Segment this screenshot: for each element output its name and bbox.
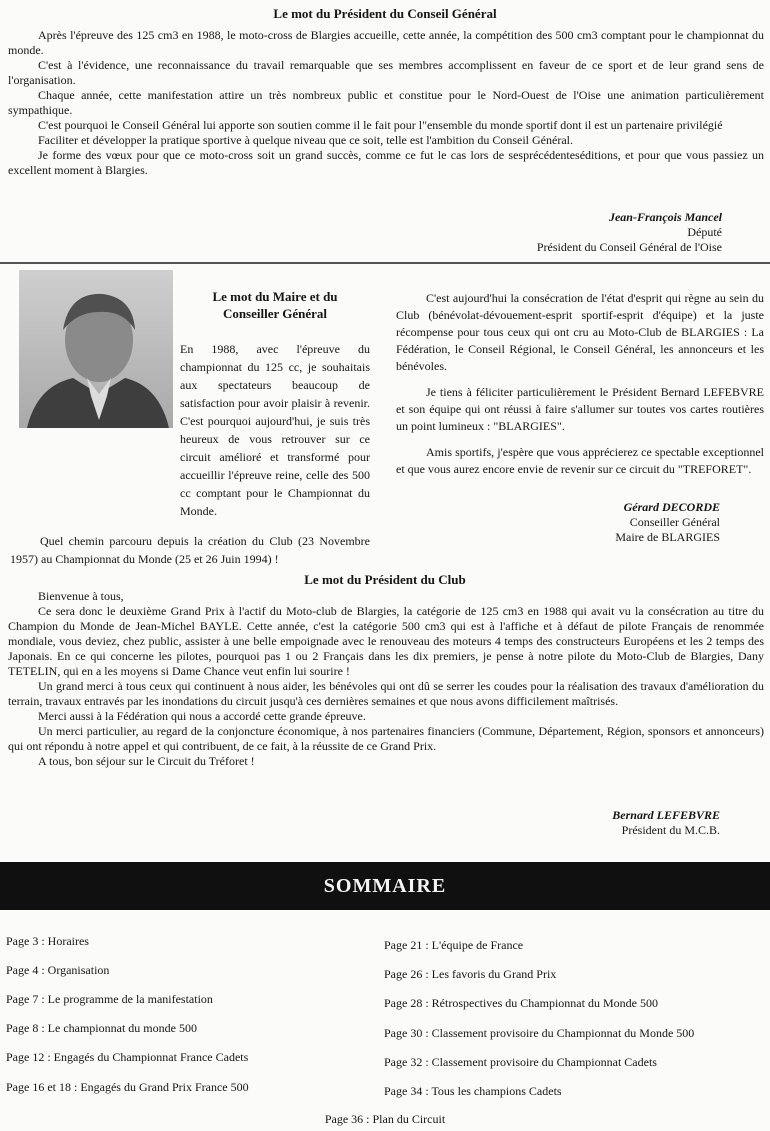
maire-signature-block [480,500,720,545]
toc-entry: Page 8 : Le championnat du monde 500 [6,1021,197,1035]
maire-signature: Gérard DECORDE [623,500,720,514]
conseil-role: Député [687,225,722,239]
club-paragraph: Un grand merci à tous ceux qui continuent à nous aider, les bénévoles qui ont dû se serrer les coudes pour la réalisation des travaux d'amélioration du terrain, travaux entravés par les inondations du circuit jusqu'à ces dernières semaines et que nous avons difficilement maîtrisés. [8,679,764,708]
toc-entry: Page 12 : Engagés du Championnat France Cadets [6,1050,249,1064]
conseil-paragraph: Après l'épreuve des 125 cm3 en 1988, le moto-cross de Blargies accueille, cette année, la compétition des 500 cm3 comptant pour le championnat du monde. [8,28,764,57]
club-paragraph: Bienvenue à tous, [38,589,124,603]
conseil-body [8,28,764,178]
club-title: Le mot du Président du Club [304,572,466,587]
maire-title-line: Conseiller Général [222,306,328,321]
club-role: Président du M.C.B. [621,823,720,837]
sommaire-title: SOMMAIRE [323,874,447,897]
toc-entry: Page 32 : Classement provisoire du Championnat Cadets [384,1055,657,1069]
club-paragraph: Un merci particulier, au regard de la conjoncture économique, à nos partenaires financiers (Commune, Département, Région, sponsors et annonceurs) qui ont répondu à notre appel et qui contribuent, de ce fait, à la réussite de ce Grand Prix. [8,724,764,753]
club-body [8,589,764,769]
toc-entry: Page 26 : Les favoris du Grand Prix [384,967,557,981]
toc-entry: Page 3 : Horaires [6,934,89,948]
toc-entry: Page 16 et 18 : Engagés du Grand Prix France 500 [6,1080,249,1094]
maire-role: Conseiller Général [629,515,720,529]
sommaire-banner [0,862,770,910]
club-paragraph: Ce sera donc le deuxième Grand Prix à l'actif du Moto-club de Blargies, la catégorie de 125 cm3 en 1988 qui avait vu la consécration au titre du Champion du Monde de Jean-Michel BAYLE. Cette année, c'est la catégorie 500 cm3 qui est à l'affiche et à défaut de pilote Français de renommée mondiale, vous deviez, chez public, assister à une belle empoignade avec le renouveau des moteurs 4 temps des constructeurs Européens et les 2 temps des Japonais. En ce qui concerne les pilotes, pourquoi pas 1 ou 2 Français dans les dix premiers, je pense à notre pilote du Moto-Club de Blargies, Dany TETELIN, qui en a les moyens si Dame Chance veut enfin lui sourire ! [8,604,764,678]
conseil-paragraph: C'est pourquoi le Conseil Général lui apporte son soutien comme il le fait pour l"ensemble du monde sportif dont il est un partenaire privilégié [38,118,723,132]
club-paragraph: Merci aussi à la Fédération qui nous a accordé cette grande épreuve. [38,709,366,723]
toc-entry: Page 28 : Rétrospectives du Championnat du Monde 500 [384,996,658,1010]
maire-left-column [10,340,370,568]
conseil-signature-block [420,210,722,255]
toc-entry: Page 7 : Le programme de la manifestation [6,992,213,1006]
club-signature-block [500,808,720,838]
toc-entry: Page 21 : L'équipe de France [384,938,524,952]
maire-title-line: Le mot du Maire et du [212,289,338,304]
maire-paragraph: C'est aujourd'hui la consécration de l'état d'esprit qui règne au sein du Club (bénévolat-dévouement-esprit sportif-esprit d'équipe) et la juste récompense pour tous ceux qui ont cru au Moto-Club de BLARGIES : La Fédération, le Conseil Régional, le Conseil Général, les annonceurs et les bénévoles. [396,291,764,373]
section-divider [0,262,770,264]
toc-entry: Page 4 : Organisation [6,963,110,977]
maire-title [180,288,370,322]
conseil-signature: Jean-François Mancel [608,210,722,224]
club-paragraph: A tous, bon séjour sur le Circuit du Tréforet ! [38,754,255,768]
maire-paragraph: Quel chemin parcouru depuis la création du Club (23 Novembre 1957) au Championnat du Monde (25 et 26 Juin 1994) ! [10,534,370,566]
toc-entry: Page 30 : Classement provisoire du Championnat du Monde 500 [384,1026,695,1040]
maire-role: Maire de BLARGIES [615,530,720,544]
maire-paragraph: En 1988, avec l'épreuve du championnat du 125 cc, je souhaitais aux spectateurs beaucoup de satisfaction pour avoir plaisir à revenir. C'est pourquoi aujourd'hui, je suis très heureux de vous retrouver sur ce circuit amélioré et transformé pour accueillir l'épreuve reine, celle des 500 cc comptant pour le Championnat du Monde. [180,342,370,518]
toc-entry: Page 34 : Tous les champions Cadets [384,1084,562,1098]
maire-right-column [396,290,764,478]
maire-paragraph: Amis sportifs, j'espère que vous apprécierez ce spectable exceptionnel et que vous aurez encore envie de revenir sur ce circuit du "TREFORET". [396,445,764,476]
conseil-role: Président du Conseil Général de l'Oise [536,240,722,254]
maire-paragraph: Je tiens à féliciter particulièrement le Président Bernard LEFEBVRE et son équipe qui ont réussi à faire s'allumer sur toutes vos cartes routières un point lumineux : "BLARGIES". [396,385,764,433]
conseil-paragraph: Faciliter et développer la pratique sportive à quelque niveau que ce soit, telle est l'ambition du Conseil Général. [38,133,573,147]
club-signature: Bernard LEFEBVRE [612,808,720,822]
conseil-paragraph: C'est à l'évidence, une reconnaissance du travail remarquable que ses membres accomplissent en faveur de ce sport et de leur grand sens de l'organisation. [8,58,764,87]
conseil-paragraph: Chaque année, cette manifestation attire un très nombreux public et constitue pour le Nord-Ouest de l'Oise une animation particulièrement sympathique. [8,88,764,117]
conseil-title: Le mot du Président du Conseil Général [273,6,497,21]
toc-entry: Page 36 : Plan du Circuit [324,1112,446,1126]
conseil-paragraph: Je forme des vœux pour que ce moto-cross soit un grand succès, comme ce fut le cas lors de sesprécédenteséditions, et pour que vous passiez un excellent moment à Blargies. [8,148,764,177]
